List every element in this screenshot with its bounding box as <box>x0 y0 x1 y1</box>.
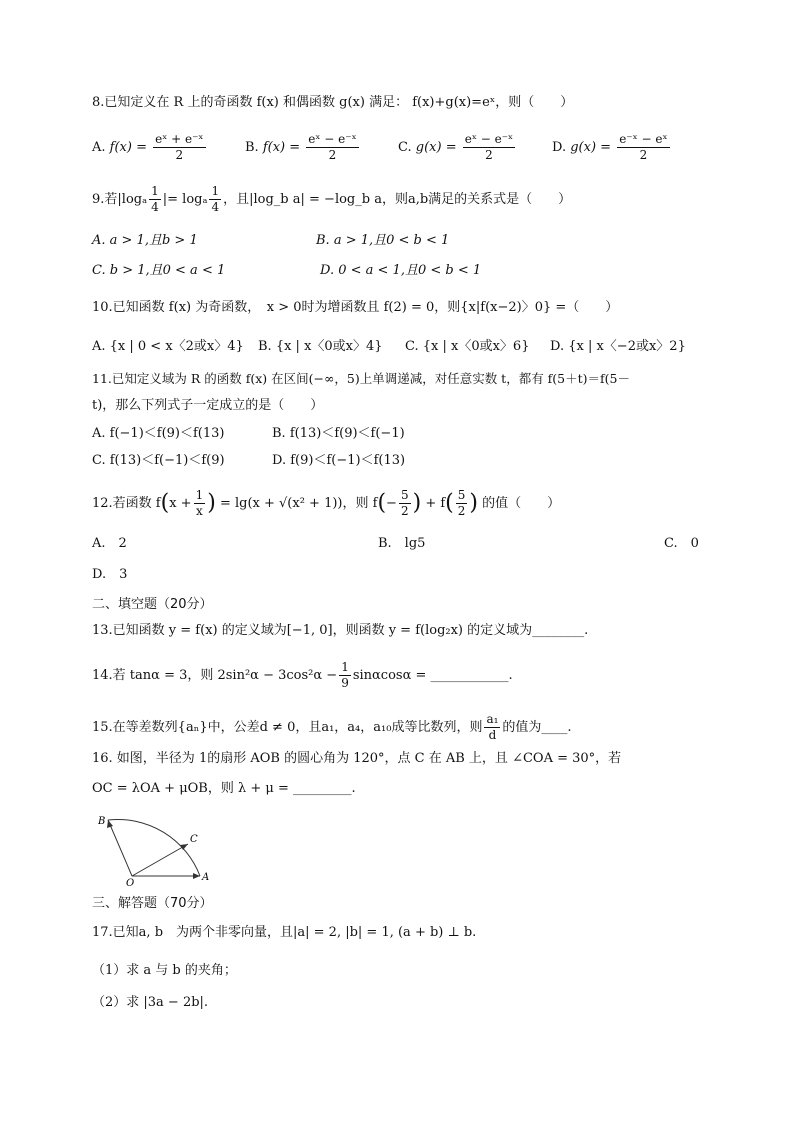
q8-option-a <box>92 132 208 163</box>
q12-stem: 12.若函数 f(x + $\frac{1}{x}$ ) = lg(x + √(x² + 1))，则 f(− $\frac{5}{2}$ ) + f( $\frac{5}{2}$ ) 的值（ ） <box>92 488 561 518</box>
q11-option-a: A. f(−1)＜f(9)＜f(13) <box>92 426 225 441</box>
q12-option-b: B. lg5 <box>378 536 426 551</box>
q8-option-b <box>245 132 361 163</box>
arrow-b-icon <box>107 820 113 828</box>
q17-stem: 17.已知a, b 为两个非零向量，且|a| = 2, |b| = 1, (a + b) ⊥ b. <box>92 925 477 940</box>
label-b: B <box>98 816 106 827</box>
q8-stem: 8.已知定义在 R 上的奇函数 f(x) 和偶函数 g(x) 满足： f(x)+g(x)=eˣ，则（ ） <box>92 95 574 110</box>
option-label: D. <box>552 140 567 155</box>
q10-option-a: A. {x | 0 < x〈2或x〉4} <box>92 339 244 354</box>
q9-option-c: C. b > 1,且0 < a < 1 <box>92 263 226 278</box>
q8-option-c <box>398 132 517 163</box>
sector-figure <box>92 808 222 888</box>
option-label: A. <box>92 140 106 155</box>
q16-stem-line1: 16. 如图，半径为 1的扇形 AOB 的圆心角为 120°，点 C 在 AB 上，且 ∠COA = 30°，若 <box>92 751 622 766</box>
q11-stem-line1: 11.已知定义域为 R 的函数 f(x) 在区间(−∞，5)上单调递减，对任意实数 t，都有 f(5＋t)＝f(5－ <box>92 371 630 386</box>
fraction: $\frac{\text{eˣ + e⁻ˣ}}{2}$ <box>155 132 204 162</box>
section-solve-heading: 三、解答题（70分） <box>92 896 213 911</box>
q17-part1: （1）求 a 与 b 的夹角； <box>92 963 237 978</box>
q11-option-d: D. f(9)＜f(−1)＜f(13) <box>272 453 406 468</box>
q10-option-b: B. {x | x〈0或x〉4} <box>258 339 383 354</box>
q10-option-c: C. {x | x〈0或x〉6} <box>405 339 530 354</box>
label-c: C <box>190 834 198 845</box>
option-label: C. <box>398 140 412 155</box>
label-o: O <box>126 878 135 888</box>
fraction: $\frac{\text{eˣ − e⁻ˣ}}{2}$ <box>464 132 514 162</box>
q10-stem: 10.已知函数 f(x) 为奇函数， x > 0时为增函数且 f(2) = 0，则{x|f(x−2)〉0} =（ ） <box>92 300 619 315</box>
q15-stem: 15.在等差数列{aₙ}中，公差d ≠ 0，且a₁，a₄，a₁₀成等比数列，则 $\frac{\text{a₁}}{d}$ 的值为____. <box>92 712 572 742</box>
option-lhs: g(x) = <box>415 140 457 155</box>
q12-option-a: A. 2 <box>92 536 127 551</box>
q16-stem-line2: OC = λOA + μOB，则 λ + μ = _________. <box>92 781 356 796</box>
q14-stem: 14.若 tanα = 3，则 2sin²α − 3cos²α − $\frac{1}{9}$ sinαcosα = ____________. <box>92 660 513 690</box>
fraction: $\frac{\text{e⁻ˣ − eˣ}}{2}$ <box>619 132 668 162</box>
vector-oc <box>132 844 188 876</box>
section-fill-in-heading: 二、填空题（20分） <box>92 597 213 612</box>
q9-stem: 9.若|logₐ $\frac{1}{4}$ |= logₐ $\frac{1}{4}$ ，且|log_b a| = −log_b a，则a,b满足的关系式是（ ） <box>92 184 572 214</box>
q9-option-b: B. a > 1,且0 < b < 1 <box>316 233 450 248</box>
q9-option-a: A. a > 1,且b > 1 <box>92 233 198 248</box>
q12-option-c: C. 0 <box>664 536 699 551</box>
option-lhs: f(x) = <box>262 140 301 155</box>
q11-stem-line2: t)，那么下列式子一定成立的是（ ） <box>92 398 324 413</box>
fraction: $\frac{\text{eˣ − e⁻ˣ}}{2}$ <box>308 132 357 162</box>
option-lhs: g(x) = <box>570 140 612 155</box>
option-label: B. <box>245 140 259 155</box>
q13-stem: 13.已知函数 y = f(x) 的定义域为[−1, 0]，则函数 y = f(log₂x) 的定义域为________. <box>92 623 589 638</box>
q9-option-d: D. 0 < a < 1,且0 < b < 1 <box>320 263 482 278</box>
vector-ob <box>108 820 132 876</box>
sector-arc <box>108 819 200 876</box>
label-a: A <box>202 872 210 883</box>
q11-option-c: C. f(13)＜f(−1)＜f(9) <box>92 453 225 468</box>
q10-option-d: D. {x | x〈−2或x〉2} <box>550 339 686 354</box>
q12-option-d: D. 3 <box>92 567 128 582</box>
q17-part2: （2）求 |3a − 2b|. <box>92 995 209 1010</box>
q8-option-d <box>552 132 672 163</box>
q11-option-b: B. f(13)＜f(9)＜f(−1) <box>272 426 405 441</box>
option-lhs: f(x) = <box>109 140 147 155</box>
